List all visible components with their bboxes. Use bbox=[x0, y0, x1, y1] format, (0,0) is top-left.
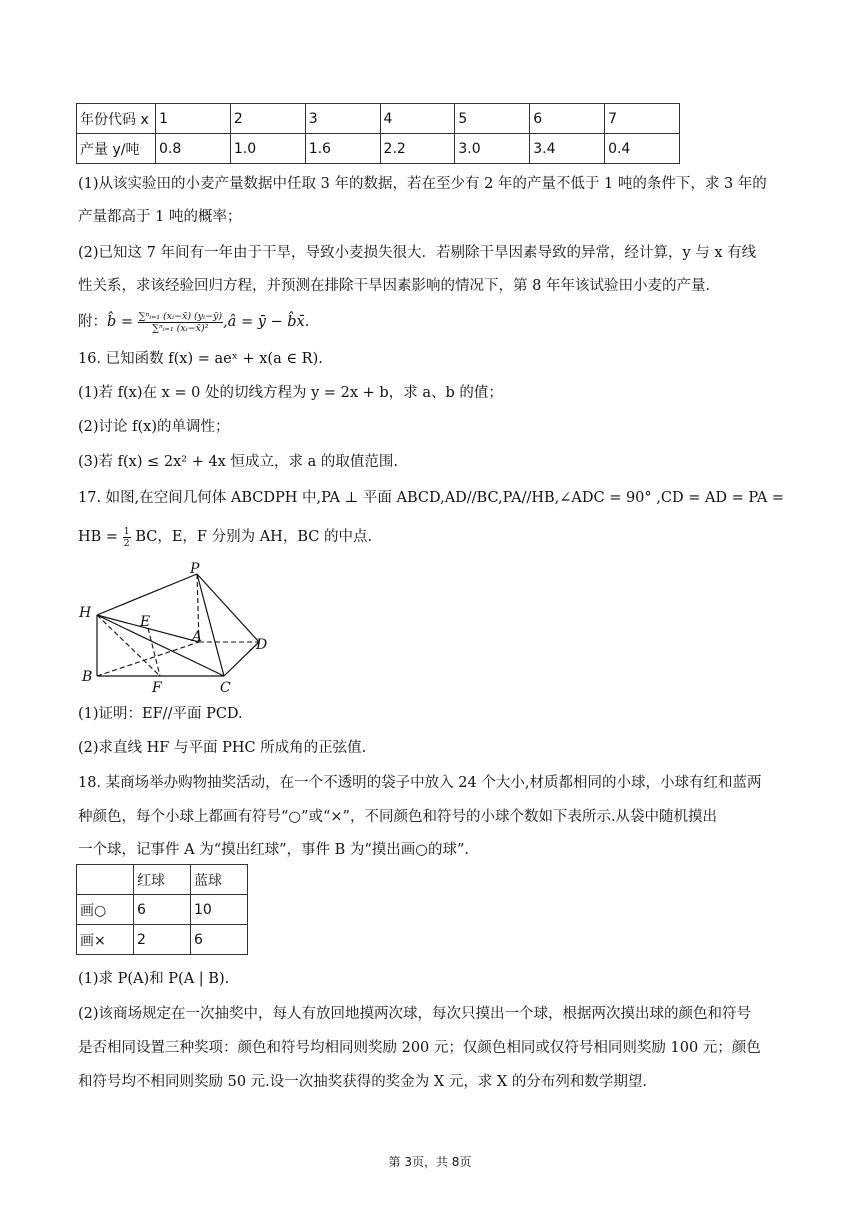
q18-stem-line3: 一个球，记事件 A 为“摸出红球”，事件 B 为“摸出画○的球”. bbox=[78, 842, 469, 858]
table-cell: 1.6 bbox=[305, 134, 380, 164]
page-footer: 第 3页，共 8页 bbox=[388, 1155, 472, 1169]
table-corner-cell bbox=[77, 865, 134, 895]
edge-BA-dashed bbox=[97, 642, 199, 676]
label-H: H bbox=[79, 605, 92, 621]
q16-part1: (1)若 f(x)在 x = 0 处的切线方程为 y = 2x + b，求 a、b 的值； bbox=[78, 385, 503, 401]
label-B: B bbox=[82, 669, 93, 685]
table-cell: 0.4 bbox=[605, 134, 680, 164]
q16-part3: (3)若 f(x) ≤ 2x² + 4x 恒成立，求 a 的取值范围. bbox=[78, 454, 398, 470]
yield-table bbox=[76, 103, 680, 164]
table-cell: 3 bbox=[305, 104, 380, 134]
table-cell: 4 bbox=[380, 104, 455, 134]
q17-part2: (2)求直线 HF 与平面 PHC 所成角的正弦值. bbox=[78, 740, 367, 756]
edge-HC bbox=[97, 615, 224, 676]
half-denominator: 2 bbox=[123, 537, 130, 549]
table-row bbox=[77, 134, 680, 164]
label-C: C bbox=[220, 680, 231, 696]
table-cell: 6 bbox=[530, 104, 605, 134]
table-cell: 6 bbox=[134, 895, 191, 925]
table-cell: 1.0 bbox=[230, 134, 305, 164]
table-cell: 2.2 bbox=[380, 134, 455, 164]
table-cell: 5 bbox=[455, 104, 530, 134]
table-cell: 0.8 bbox=[156, 134, 231, 164]
table-row bbox=[77, 895, 248, 925]
q18-part2-line3: 和符号均不相同则奖励 50 元.设一次抽奖获得的奖金为 X 元，求 X 的分布列和数学期望. bbox=[78, 1074, 647, 1090]
column-header-red: 红球 bbox=[134, 865, 191, 895]
table-row bbox=[77, 925, 248, 955]
q17-stem-line2-post: BC，E，F 分别为 AH，BC 的中点. bbox=[135, 529, 373, 545]
q18-stem-line2: 种颜色，每个小球上都画有符号“○”或“×”，不同颜色和符号的小球个数如下表所示.从袋中随机摸出 bbox=[78, 809, 718, 825]
q17-stem-line2 bbox=[78, 522, 372, 552]
label-D: D bbox=[256, 637, 268, 653]
table-cell: 3.4 bbox=[530, 134, 605, 164]
formula-b-denominator: ∑ⁿᵢ₌₁ (xᵢ−x̄)² bbox=[152, 322, 209, 334]
formula-b-numerator: ∑ⁿᵢ₌₁ (xᵢ−x̄) (yᵢ−ȳ) bbox=[138, 310, 223, 322]
q18-stem-line1: 18. 某商场举办购物抽奖活动，在一个不透明的袋子中放入 24 个大小,材质都相同的小球，小球有红和蓝两 bbox=[78, 775, 762, 791]
q17-stem-line1: 17. 如图,在空间几何体 ABCDPH 中,PA ⊥ 平面 ABCD,AD//BC,PA//HB,∠ADC = 90° ,CD = AD = PA = bbox=[78, 490, 785, 506]
q15-appendix-formula bbox=[78, 305, 309, 339]
table-cell: 7 bbox=[605, 104, 680, 134]
q15-part2-line1: (2)已知这 7 年间有一年由于干旱，导致小麦损失很大．若剔除干旱因素导致的异常，经计算，y 与 x 有线 bbox=[78, 245, 757, 261]
table-row bbox=[77, 865, 248, 895]
column-header-blue: 蓝球 bbox=[191, 865, 248, 895]
q15-part2-line2: 性关系，求该经验回归方程，并预测在排除干旱因素影响的情况下，第 8 年年该试验田小麦的产量． bbox=[78, 278, 720, 294]
table-cell: 3.0 bbox=[455, 134, 530, 164]
q18-part2-line1: (2)该商场规定在一次抽奖中，每人有放回地摸两次球，每次只摸出一个球，根据两次摸出球的颜色和符号 bbox=[78, 1006, 752, 1022]
formula-b-lhs: b̂ = bbox=[107, 314, 134, 330]
q17-half-fraction bbox=[123, 526, 131, 549]
row-header-y: 产量 y/吨 bbox=[77, 134, 156, 164]
edge-HP bbox=[97, 574, 197, 615]
table-cell: 10 bbox=[191, 895, 248, 925]
table-cell: 2 bbox=[230, 104, 305, 134]
row-header-circle: 画○ bbox=[77, 895, 134, 925]
formula-a: ,â = ȳ − b̂x̄. bbox=[223, 314, 310, 330]
q18-part1: (1)求 P(A)和 P(A | B). bbox=[78, 971, 230, 987]
ball-count-table bbox=[76, 864, 248, 955]
label-E: E bbox=[140, 614, 151, 630]
q17-stem-line2-pre: HB = bbox=[78, 529, 119, 545]
half-numerator: 1 bbox=[123, 525, 130, 537]
table-row bbox=[77, 104, 680, 134]
formula-b-fraction bbox=[138, 311, 223, 334]
q17-part1: (1)证明：EF//平面 PCD. bbox=[78, 706, 243, 722]
q18-part2-line2: 是否相同设置三种奖项：颜色和符号均相同则奖励 200 元；仅颜色相同或仅符号相同则奖励 100 元；颜色 bbox=[78, 1040, 761, 1056]
label-F: F bbox=[152, 680, 162, 696]
edge-HF-dashed bbox=[97, 615, 160, 676]
q16-stem: 16. 已知函数 f(x) = aeˣ + x(a ∈ R). bbox=[78, 351, 323, 367]
q15-part1-line2: 产量都高于 1 吨的概率； bbox=[78, 209, 242, 225]
appendix-prefix: 附： bbox=[78, 314, 107, 330]
label-P: P bbox=[190, 561, 200, 577]
row-header-x: 年份代码 x bbox=[77, 104, 156, 134]
edge-CD bbox=[224, 642, 259, 676]
geometry-figure bbox=[74, 560, 274, 696]
row-header-cross: 画× bbox=[77, 925, 134, 955]
table-cell: 1 bbox=[156, 104, 231, 134]
q15-part1-line1: (1)从该实验田的小麦产量数据中任取 3 年的数据，若在至少有 2 年的产量不低于 1 吨的条件下，求 3 年的 bbox=[78, 176, 767, 192]
table-cell: 2 bbox=[134, 925, 191, 955]
edge-EF-dashed bbox=[148, 628, 160, 676]
label-A: A bbox=[192, 629, 203, 645]
table-cell: 6 bbox=[191, 925, 248, 955]
q16-part2: (2)讨论 f(x)的单调性； bbox=[78, 419, 230, 435]
